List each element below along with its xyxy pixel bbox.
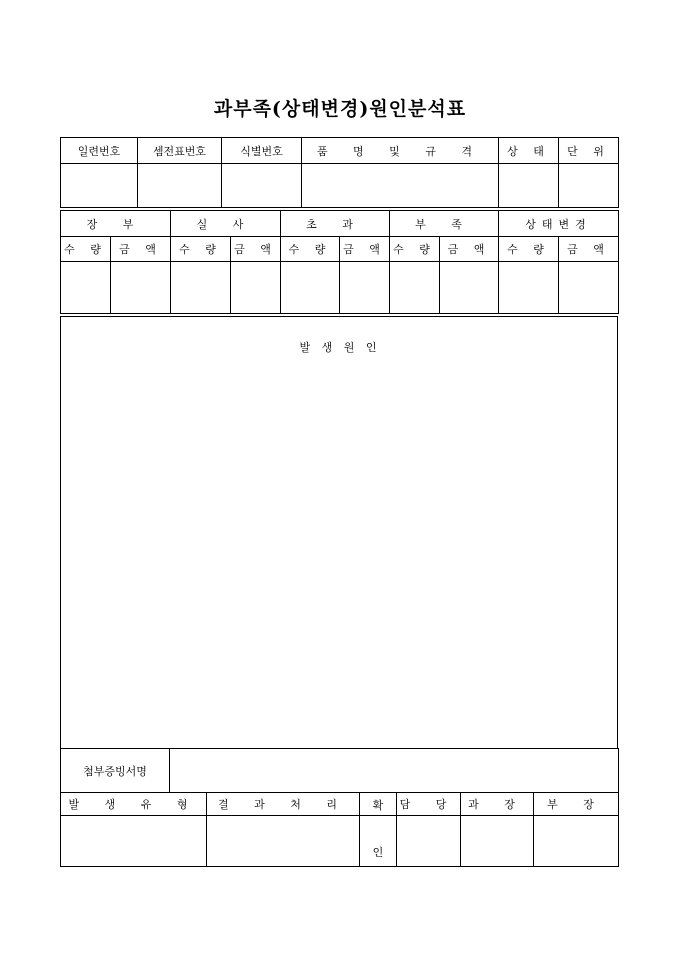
amount-label: 금 액 [340, 237, 390, 262]
excess-qty-cell[interactable] [281, 262, 340, 314]
group-actual: 실 사 [171, 211, 281, 237]
excess-amount-cell[interactable] [340, 262, 390, 314]
qty-label: 수 량 [281, 237, 340, 262]
id-no-header: 식별번호 [222, 138, 302, 164]
dept-head-header: 부 장 [534, 793, 619, 816]
qty-label: 수 량 [171, 237, 231, 262]
section-chief-sign-cell[interactable] [461, 816, 534, 867]
amount-label: 금 액 [231, 237, 281, 262]
status-header: 상 태 [499, 138, 559, 164]
shortage-qty-cell[interactable] [390, 262, 440, 314]
cause-area[interactable] [61, 317, 618, 749]
ledger-amount-cell[interactable] [111, 262, 171, 314]
actual-amount-cell[interactable] [231, 262, 281, 314]
amount-label: 금 액 [111, 237, 171, 262]
group-status-change: 상태변경 [499, 211, 619, 237]
qty-label: 수 량 [390, 237, 440, 262]
status-change-amount-cell[interactable] [559, 262, 619, 314]
unit-header: 단 위 [559, 138, 619, 164]
item-info-table [60, 137, 619, 208]
manager-header: 담 당 [397, 793, 461, 816]
attachment-cell[interactable] [170, 749, 619, 793]
occurrence-type-cell[interactable] [61, 816, 207, 867]
amount-label: 금 액 [440, 237, 499, 262]
section-chief-header: 과 장 [461, 793, 534, 816]
qty-label: 수 량 [499, 237, 559, 262]
id-no-cell[interactable] [222, 164, 302, 208]
confirm-label-bottom: 인 [360, 816, 397, 867]
unit-cell[interactable] [559, 164, 619, 208]
form-title: 과부족(상태변경)원인분석표 [213, 98, 467, 120]
confirm-label-top: 확 [360, 793, 397, 816]
qty-label: 수 량 [61, 237, 111, 262]
status-cell[interactable] [499, 164, 559, 208]
item-spec-cell[interactable] [302, 164, 499, 208]
quantity-table [60, 210, 619, 314]
ledger-qty-cell[interactable] [61, 262, 111, 314]
actual-qty-cell[interactable] [171, 262, 231, 314]
occurrence-type-header: 발 생 유 형 [61, 793, 207, 816]
serial-no-header: 일련번호 [61, 138, 138, 164]
group-excess: 초 과 [281, 211, 390, 237]
shortage-amount-cell[interactable] [440, 262, 499, 314]
result-cell[interactable] [207, 816, 360, 867]
approval-table [60, 792, 619, 867]
dept-head-sign-cell[interactable] [534, 816, 619, 867]
manager-sign-cell[interactable] [397, 816, 461, 867]
serial-no-cell[interactable] [61, 164, 138, 208]
result-header: 결 과 처 리 [207, 793, 360, 816]
voucher-no-header: 셈전표번호 [138, 138, 222, 164]
attachment-label: 첨부증빙서명 [61, 749, 170, 793]
status-change-qty-cell[interactable] [499, 262, 559, 314]
cause-section [60, 316, 618, 749]
voucher-no-cell[interactable] [138, 164, 222, 208]
attachment-row [60, 748, 619, 793]
amount-label: 금 액 [559, 237, 619, 262]
group-shortage: 부 족 [390, 211, 499, 237]
item-spec-header: 품 명 및 규 격 [302, 138, 499, 164]
cause-label: 발 생 원 인 [299, 341, 381, 354]
group-ledger: 장 부 [61, 211, 171, 237]
